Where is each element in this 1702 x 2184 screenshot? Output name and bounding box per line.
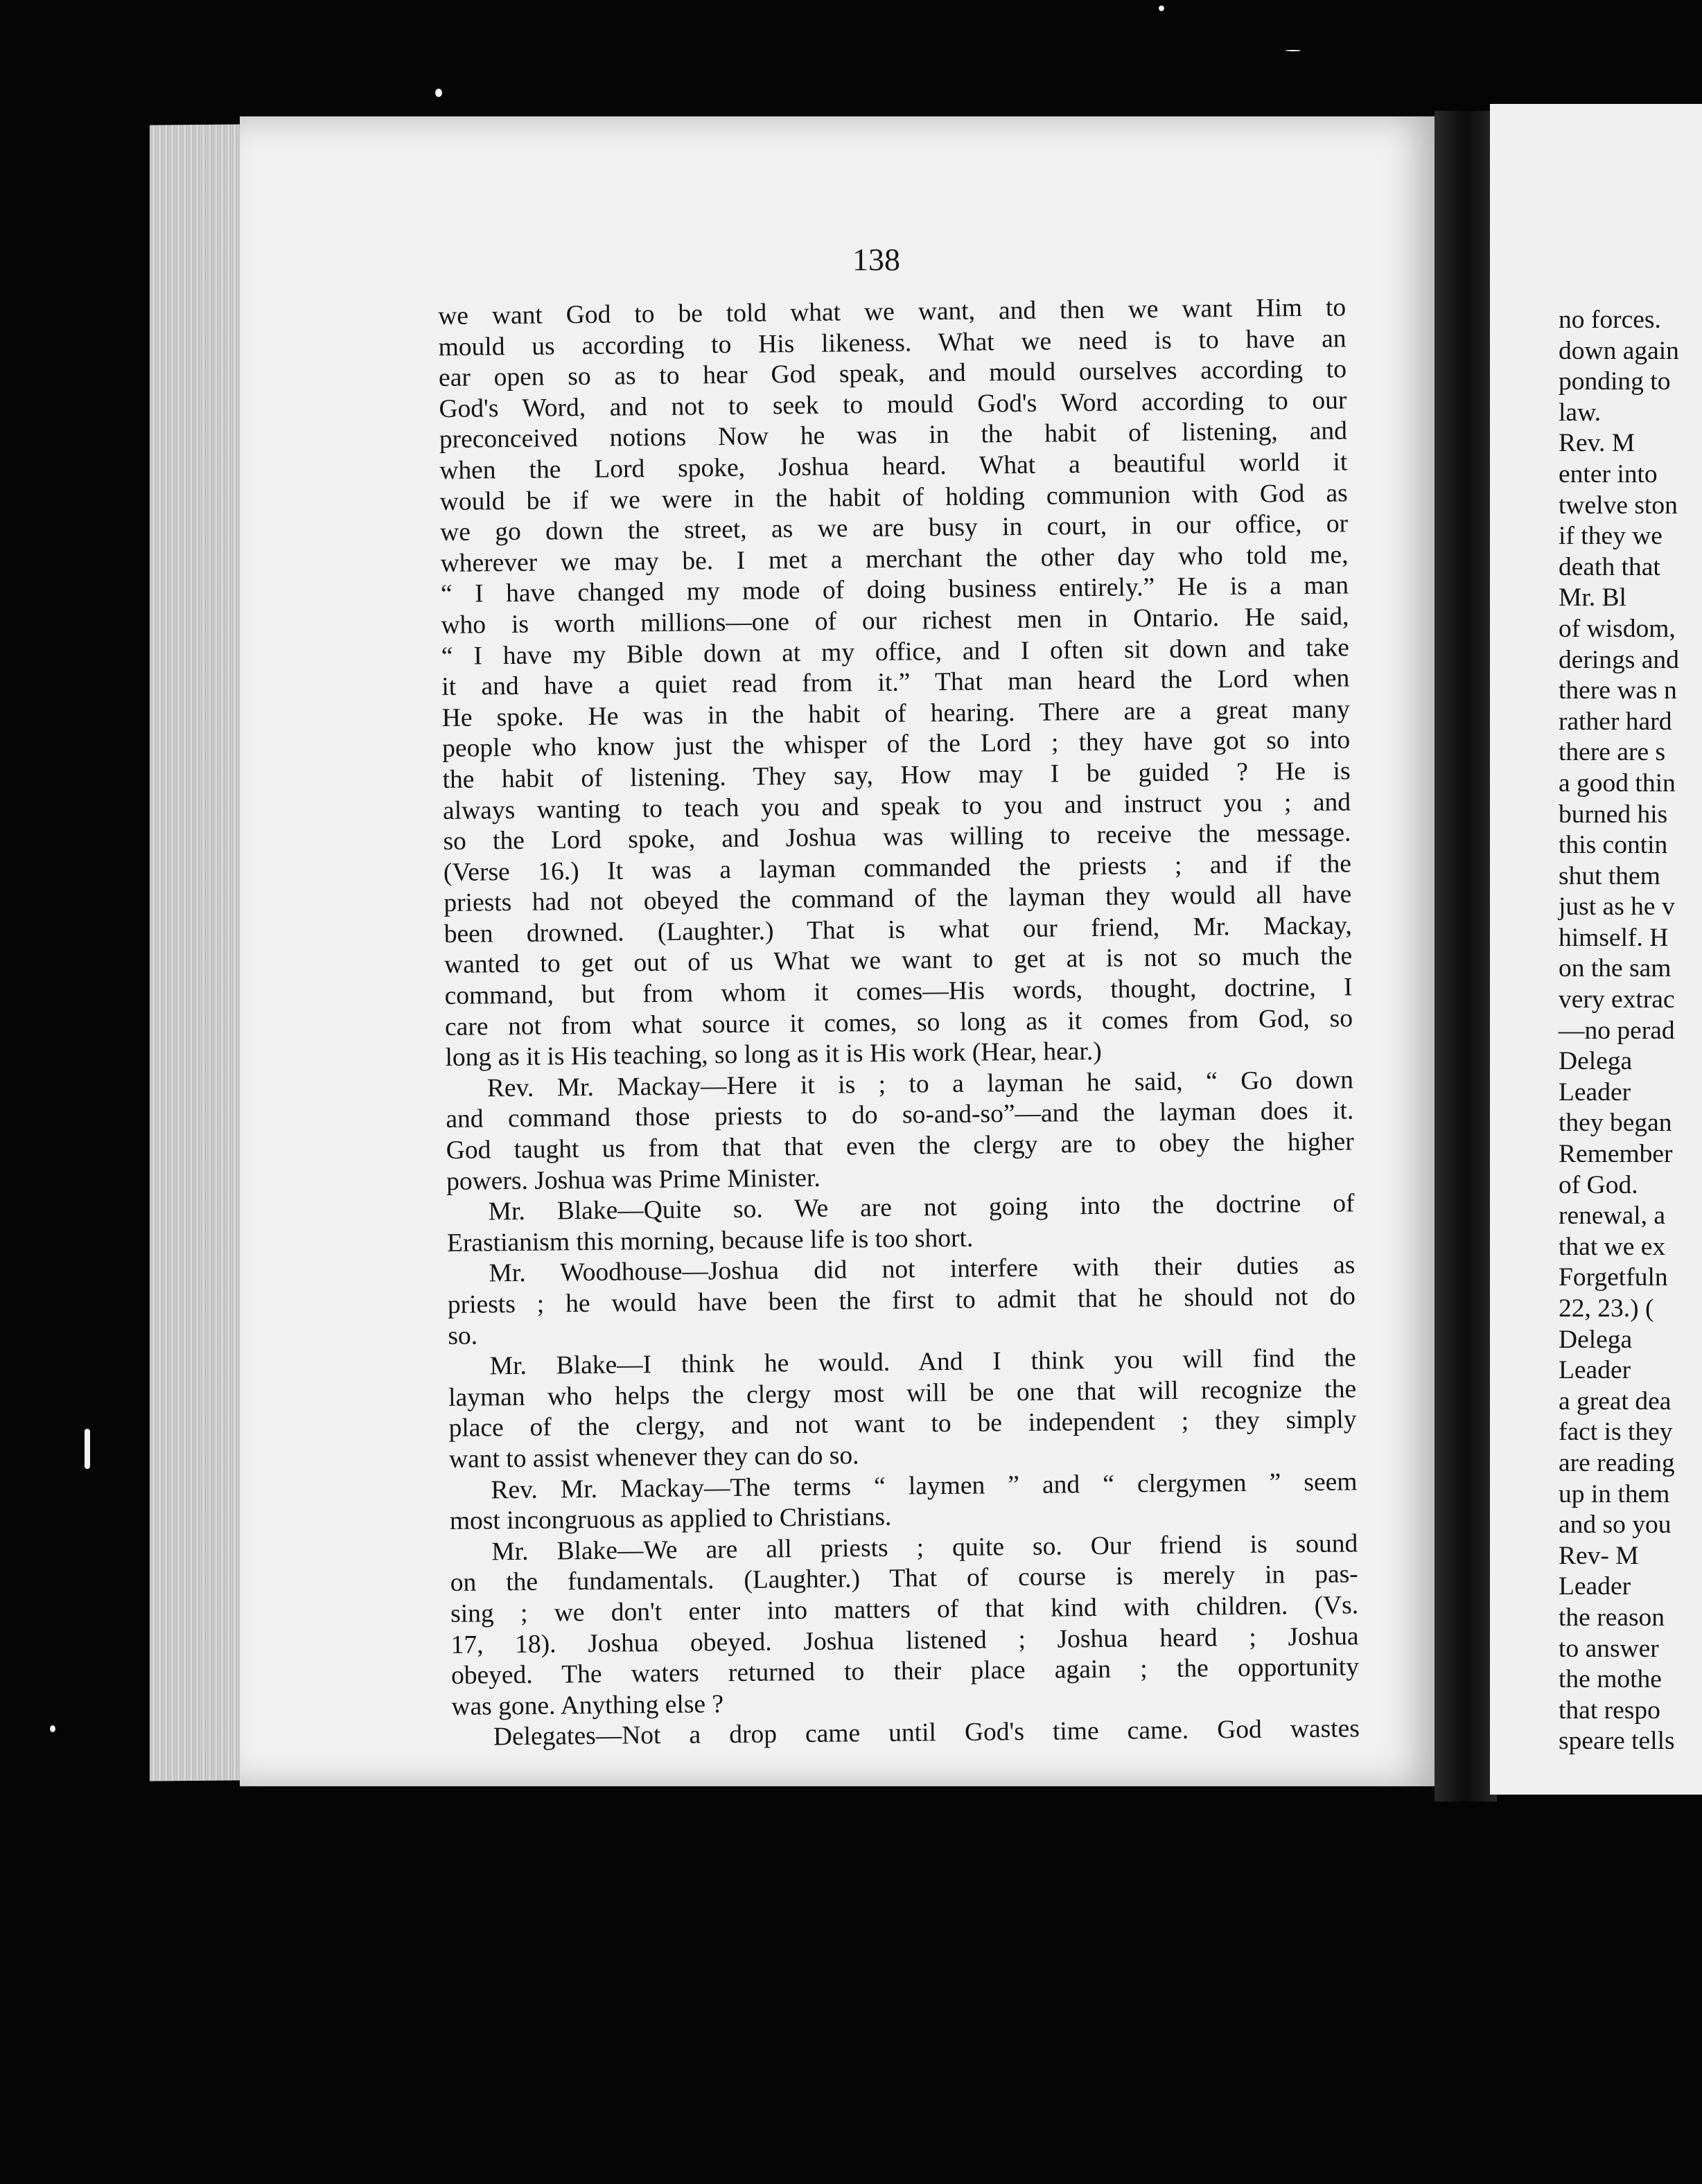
right-text-line: just as he v [1559, 892, 1675, 922]
text-line: so. [448, 1321, 478, 1350]
right-text-line: Leader [1559, 1572, 1631, 1601]
scan-speck [1286, 50, 1301, 51]
right-text-line: enter into [1559, 459, 1658, 488]
right-text-line: of God. [1559, 1170, 1638, 1199]
text-line: on the fundamentals. (Laughter.) That of course is merely in pas- [450, 1560, 1358, 1598]
page-number: 138 [852, 242, 900, 277]
right-text-line: law. [1559, 398, 1602, 427]
right-text-line: himself. H [1559, 923, 1669, 952]
right-text-line: Leader [1559, 1077, 1631, 1107]
right-text-line: very extrac [1559, 985, 1675, 1014]
text-line: (Verse 16.) It was a layman commanded the priests ; and if the [443, 849, 1352, 887]
text-line: God's Word, and not to seek to mould God's Word according to our [439, 386, 1347, 423]
right-text-line: the reason [1559, 1603, 1665, 1632]
text-line: and command those priests to do so-and-so”—and the layman does it. [446, 1096, 1354, 1134]
text-line: Rev. Mr. Mackay—The terms “ laymen ” and “ clergymen ” seem [491, 1467, 1358, 1504]
text-line: obeyed. The waters returned to their place again ; the opportunity [450, 1653, 1360, 1691]
text-line: was gone. Anything else ? [451, 1689, 724, 1721]
text-line: 17, 18). Joshua obeyed. Joshua listened ; Joshua heard ; Joshua [450, 1621, 1359, 1659]
right-text-line: burned his [1559, 800, 1668, 829]
right-text-line: speare tells [1559, 1727, 1675, 1756]
right-page-text [1559, 305, 1702, 1757]
text-line: it and have a quiet read from it.” That man heard the Lord when [441, 664, 1350, 702]
text-line: God taught us from that that even the clergy are to obey the higher [446, 1127, 1354, 1165]
right-text-line: up in them [1559, 1479, 1670, 1508]
right-text-line: Delega [1559, 1325, 1633, 1354]
right-text-line: this contin [1559, 831, 1668, 860]
text-line: command, but from whom it comes—His words, thought, doctrine, I [444, 973, 1353, 1011]
right-text-line: twelve ston [1559, 491, 1678, 520]
scan-speck [85, 1429, 90, 1469]
scan-speck [435, 89, 442, 97]
right-text-line: fact is they [1559, 1418, 1673, 1447]
right-text-line: Mr. Bl [1559, 583, 1626, 613]
right-text-line: that we ex [1559, 1232, 1666, 1261]
text-line: Mr. Woodhouse—Joshua did not interfere with their duties as [489, 1251, 1356, 1288]
scan-speck [50, 1725, 55, 1732]
left-page-text [438, 292, 1360, 1753]
text-line: we want God to be told what we want, and then we want Him to [438, 293, 1346, 331]
text-line: long as it is His teaching, so long as it is His work (Hear, hear.) [445, 1037, 1102, 1073]
right-text-line: they began [1559, 1109, 1672, 1138]
right-text-line: on the sam [1559, 954, 1672, 983]
text-line: want to assist whenever they can do so. [448, 1441, 859, 1474]
text-line: would be if we were in the habit of holding communion with God as [439, 478, 1348, 516]
text-line: place of the clergy, and not want to be independent ; they simply [448, 1405, 1357, 1443]
right-text-line: Rev. M [1559, 429, 1635, 458]
right-text-line: are reading [1559, 1448, 1675, 1477]
text-line: so the Lord spoke, and Joshua was willing to receive the message. [443, 818, 1351, 856]
right-text-line: death that [1559, 552, 1660, 581]
text-line: sing ; we don't enter into matters of that kind with children. (Vs. [450, 1591, 1359, 1628]
book-gutter [1435, 111, 1497, 1802]
text-line: who is worth millions—one of our richest men in Ontario. He said, [441, 602, 1349, 640]
right-text-line: 22, 23.) ( [1559, 1294, 1654, 1323]
right-text-line: a great dea [1559, 1386, 1672, 1416]
right-page [1490, 104, 1702, 1795]
right-text-line: down again [1559, 336, 1679, 365]
right-text-line: a good thin [1559, 768, 1676, 798]
right-text-line: that respo [1559, 1696, 1660, 1725]
right-text-line: no forces. [1559, 306, 1661, 334]
right-text-line: shut them [1559, 861, 1660, 890]
right-text-line: —no perad [1559, 1016, 1675, 1045]
text-line: Delegates—Not a drop came until God's time came. God wastes [493, 1714, 1360, 1752]
right-text-line: to answer [1559, 1634, 1659, 1663]
right-text-line: there are s [1559, 738, 1666, 767]
scan-speck [1159, 6, 1164, 11]
text-line: people who know just the whisper of the Lord ; they have got so into [442, 725, 1351, 764]
right-text-line: rather hard [1559, 707, 1672, 736]
text-line: mould us according to His likeness. What we need is to have an [438, 324, 1346, 362]
right-text-line: Rev- M [1559, 1541, 1639, 1570]
text-line: when the Lord spoke, Joshua heard. What a beautiful world it [439, 448, 1348, 485]
text-line: wanted to get out of us What we want to get at is not so much the [444, 942, 1353, 980]
text-line: Erastianism this morning, because life is too short. [446, 1224, 974, 1258]
right-text-line: Leader [1559, 1356, 1631, 1385]
right-text-line: and so you [1559, 1511, 1672, 1540]
text-line: the habit of listening. They say, How may I be guided ? He is [442, 757, 1351, 794]
right-text-line: there was n [1559, 676, 1677, 705]
text-line: preconceived notions Now he was in the habit of listening, and [439, 416, 1348, 455]
right-text-line: Forgetfuln [1559, 1263, 1668, 1292]
text-line: “ I have changed my mode of doing business entirely.” He is a man [440, 571, 1349, 609]
right-text-line: renewal, a [1559, 1201, 1666, 1231]
text-line: powers. Joshua was Prime Minister. [446, 1163, 821, 1196]
text-line: priests had not obeyed the command of the layman they would all have [444, 880, 1352, 918]
right-text-line: Delega [1559, 1047, 1633, 1076]
text-line: we go down the street, as we are busy in court, in our office, or [440, 509, 1349, 547]
text-line: Mr. Blake—We are all priests ; quite so. Our friend is sound [491, 1529, 1358, 1567]
text-line: care not from what source it comes, so long as it comes from God, so [444, 1004, 1353, 1041]
text-line: Rev. Mr. Mackay—Here it is ; to a layman he said, “ Go down [486, 1066, 1354, 1103]
text-line: been drowned. (Laughter.) That is what our friend, Mr. Mackay, [444, 911, 1352, 949]
right-text-line: Remember [1559, 1140, 1673, 1169]
text-line: layman who helps the clergy most will be one that will recognize the [448, 1375, 1357, 1412]
page-edges [150, 124, 247, 1781]
text-line: ear open so as to hear God speak, and mould ourselves according to [438, 355, 1347, 393]
right-text-line: the mothe [1559, 1665, 1662, 1694]
right-text-line: ponding to [1559, 367, 1671, 396]
right-text-line: of wisdom, [1559, 614, 1676, 643]
text-line: wherever we may be. I met a merchant the other day who told me, [440, 540, 1349, 578]
text-line: Mr. Blake—I think he would. And I think you will find the [489, 1344, 1356, 1381]
text-line: Mr. Blake—Quite so. We are not going into the doctrine of [488, 1189, 1355, 1226]
right-text-line: derings and [1559, 645, 1679, 674]
text-line: most incongruous as applied to Christians. [449, 1502, 892, 1536]
right-text-line: if they we [1559, 522, 1662, 551]
text-line: priests ; he would have been the first to admit that he should not do [447, 1282, 1356, 1319]
text-line: always wanting to teach you and speak to you and instruct you ; and [442, 787, 1351, 825]
text-line: He spoke. He was in the habit of hearing. There are a great many [441, 695, 1350, 732]
text-line: “ I have my Bible down at my office, and I often sit down and take [441, 633, 1350, 671]
